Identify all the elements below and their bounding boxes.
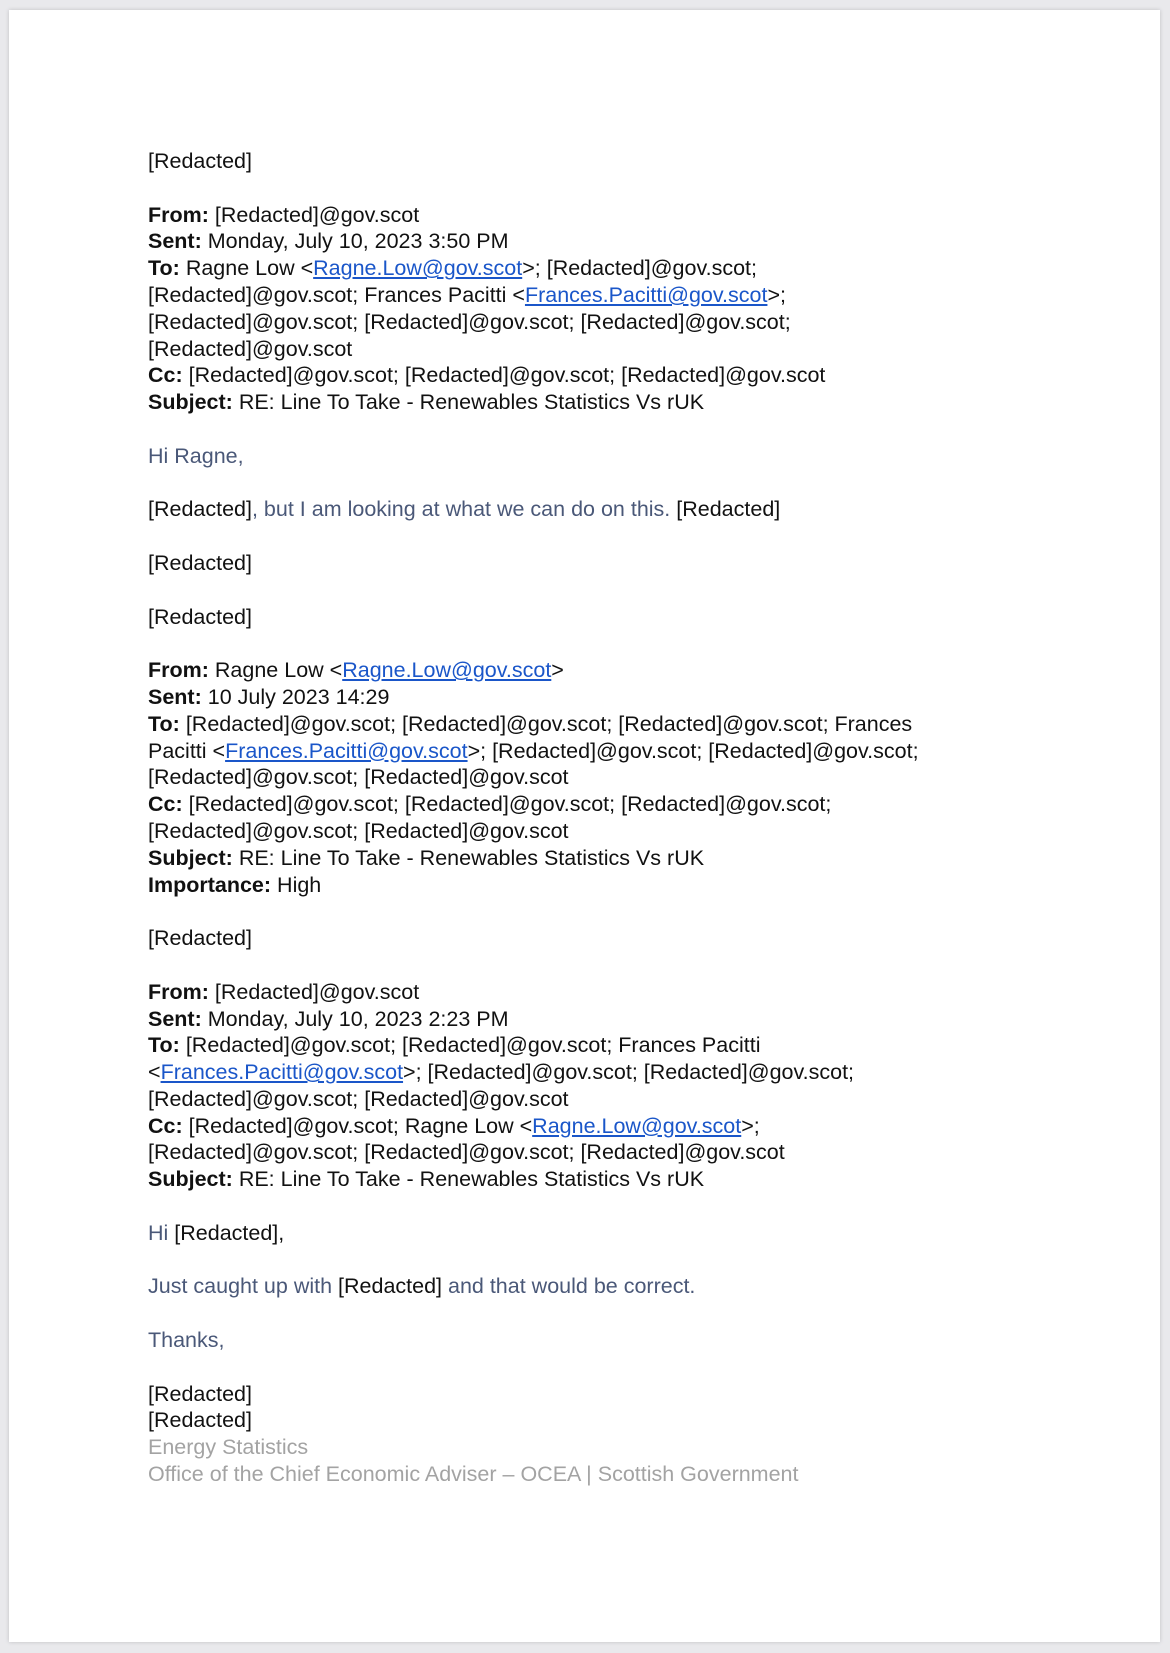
cc-label: Cc: [148, 792, 183, 817]
to-label: To: [148, 256, 180, 281]
to-text: [Redacted]@gov.scot; [Redacted]@gov.scot; [Redacted]@gov.scot; [148, 309, 791, 334]
email-header-1 [148, 202, 1048, 416]
sent-label: Sent: [148, 684, 202, 709]
redacted-text: [Redacted] [676, 497, 781, 522]
email-link[interactable]: Frances.Pacitti@gov.scot [225, 738, 468, 763]
to-text: [Redacted]@gov.scot [148, 336, 353, 361]
importance-value: High [277, 872, 322, 897]
email-link[interactable]: Ragne.Low@gov.scot [313, 256, 523, 281]
from-value: > [551, 658, 564, 683]
to-text: >; [Redacted]@gov.scot; [Redacted]@gov.scot; [467, 738, 919, 763]
cc-label: Cc: [148, 363, 183, 388]
redacted-text: [Redacted] [148, 1408, 252, 1433]
to-text: Pacitti < [148, 738, 226, 763]
signature-org: Office of the Chief Economic Adviser – OCEA | Scottish Government [148, 1462, 799, 1487]
body-text: , but I am looking at what we can do on this. [251, 497, 671, 522]
sent-value: Monday, July 10, 2023 2:23 PM [207, 1006, 509, 1031]
to-text: Ragne Low < [185, 256, 314, 281]
cc-value: [Redacted]@gov.scot; [Redacted]@gov.scot; [Redacted]@gov.scot; [188, 792, 832, 817]
redacted-text: [Redacted] [148, 497, 252, 522]
to-text: < [148, 1060, 161, 1085]
document-page [9, 10, 1160, 1642]
cc-value: [Redacted]@gov.scot; [Redacted]@gov.scot; [Redacted]@gov.scot [148, 1140, 785, 1165]
cc-label: Cc: [148, 1113, 183, 1138]
from-value: Ragne Low < [214, 658, 343, 683]
from-label: From: [148, 202, 209, 227]
body-text: and that would be correct. [442, 1274, 696, 1299]
cc-value: [Redacted]@gov.scot; [Redacted]@gov.scot; [Redacted]@gov.scot [188, 363, 826, 388]
sent-label: Sent: [148, 1006, 202, 1031]
to-label: To: [148, 1033, 180, 1058]
importance-label: Importance: [148, 872, 272, 897]
from-label: From: [148, 658, 209, 683]
email-link[interactable]: Frances.Pacitti@gov.scot [524, 282, 768, 307]
email-link[interactable]: Ragne.Low@gov.scot [342, 658, 552, 683]
subject-label: Subject: [148, 1167, 233, 1192]
sign-off: Thanks, [148, 1328, 225, 1353]
redacted-text: [Redacted] [148, 149, 252, 173]
redacted-text: [Redacted] [148, 1381, 252, 1406]
redacted-text: [Redacted] [148, 550, 252, 575]
body-paragraph [148, 1273, 1048, 1300]
to-text: >; [Redacted]@gov.scot; [Redacted]@gov.scot; [403, 1060, 855, 1085]
to-text: [Redacted]@gov.scot; [Redacted]@gov.scot; Frances Pacitti [185, 1033, 761, 1058]
redacted-text: [Redacted] [338, 1274, 443, 1299]
email-thread [148, 148, 1048, 1488]
email-link[interactable]: Ragne.Low@gov.scot [532, 1113, 742, 1138]
cc-value: >; [741, 1113, 760, 1138]
to-text: [Redacted]@gov.scot; Frances Pacitti < [148, 282, 525, 307]
from-value: [Redacted]@gov.scot [214, 979, 420, 1004]
email-header-3 [148, 979, 1048, 1193]
body-paragraph [148, 496, 1048, 523]
sent-value: Monday, July 10, 2023 3:50 PM [207, 229, 509, 254]
signature-team: Energy Statistics [148, 1435, 309, 1460]
redacted-text: [Redacted] [148, 926, 252, 951]
subject-label: Subject: [148, 845, 233, 870]
cc-value: [Redacted]@gov.scot; [Redacted]@gov.scot [148, 818, 569, 843]
from-value: [Redacted]@gov.scot [214, 202, 420, 227]
sent-value: 10 July 2023 14:29 [207, 684, 390, 709]
redacted-text: [Redacted] [174, 1220, 279, 1245]
greeting: Hi Ragne, [148, 443, 244, 468]
subject-value: RE: Line To Take - Renewables Statistics Vs rUK [238, 1167, 705, 1192]
greeting [148, 1220, 1048, 1247]
greeting-text: , [278, 1220, 285, 1245]
to-text: [Redacted]@gov.scot; [Redacted]@gov.scot [148, 765, 569, 790]
body-text: Just caught up with [148, 1274, 339, 1299]
email-header-2 [148, 657, 1048, 898]
subject-value: RE: Line To Take - Renewables Statistics Vs rUK [238, 390, 705, 415]
from-label: From: [148, 979, 209, 1004]
to-text: [Redacted]@gov.scot; [Redacted]@gov.scot [148, 1086, 569, 1111]
greeting-text: Hi [148, 1220, 175, 1245]
signature [148, 1381, 1048, 1488]
subject-label: Subject: [148, 390, 233, 415]
sent-label: Sent: [148, 229, 202, 254]
to-text: >; [Redacted]@gov.scot; [522, 256, 757, 281]
to-text: [Redacted]@gov.scot; [Redacted]@gov.scot; [Redacted]@gov.scot; Frances [185, 711, 913, 736]
to-label: To: [148, 711, 180, 736]
subject-value: RE: Line To Take - Renewables Statistics Vs rUK [238, 845, 705, 870]
cc-value: [Redacted]@gov.scot; Ragne Low < [188, 1113, 533, 1138]
redacted-text: [Redacted] [148, 604, 252, 629]
to-text: >; [767, 282, 786, 307]
email-link[interactable]: Frances.Pacitti@gov.scot [160, 1060, 404, 1085]
